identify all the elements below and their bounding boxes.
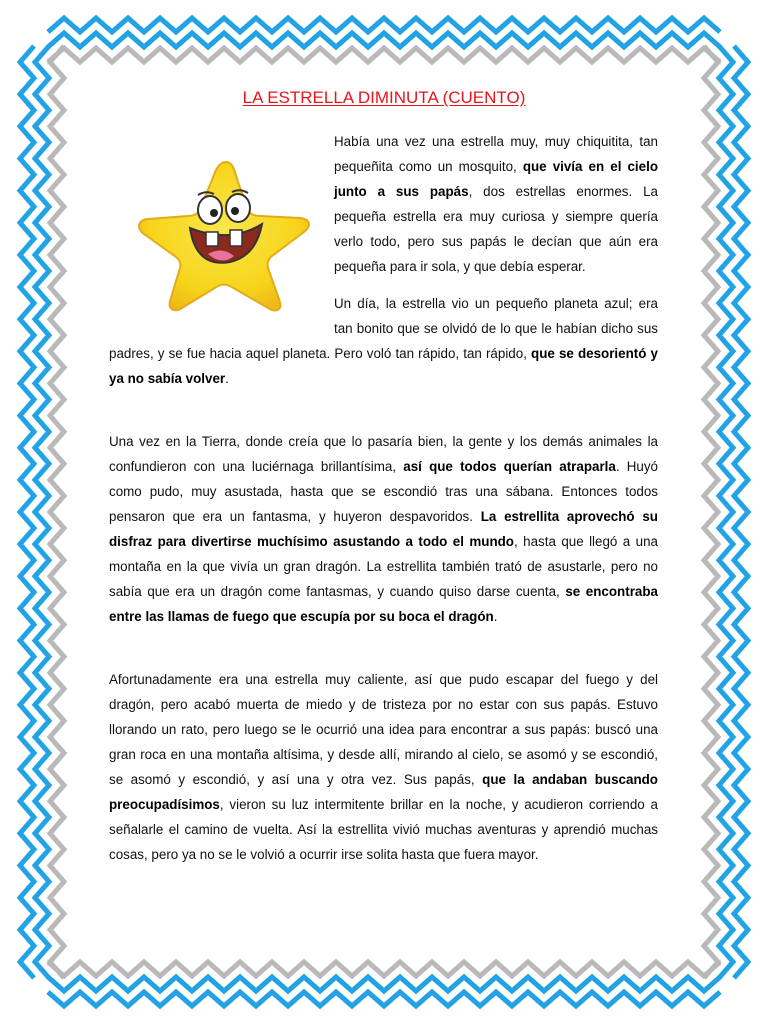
document-title: LA ESTRELLA DIMINUTA (CUENTO) — [242, 88, 526, 107]
text-run: Afortunadamente era una estrella muy caliente, así que pudo escapar del fuego y del dragón, pero acabó muerta de miedo y de tristeza por no estar con sus papás. Estuvo llorando un rato, pero luego se le ocurrió una idea para encontrar a sus papás: buscó una gran roca en una montaña altísima, y desde allí, mirando al cielo, se asomó y se escondió, se asomó y escondió, y así una y otra vez. Sus papás, — [109, 672, 658, 787]
border-zigzag — [50, 46, 64, 978]
bold-text-run: se encontraba entre las llamas de fuego que escupía por su boca el dragón — [109, 584, 658, 624]
text-run: . Huyó como pudo, muy asustada, hasta que se escondió tras una sábana. Entonces todos pensaron que era un fantasma, y huyeron despavoridos. — [109, 459, 658, 524]
text-run: Una vez en la Tierra, donde creía que lo pasaría bien, la gente y los demás animales la confundieron con una luciérnaga brillantísima, — [109, 434, 658, 474]
bold-text-run: que vivía en el cielo junto a sus papás — [334, 159, 658, 199]
text-run: , vieron su luz intermitente brillar en la noche, y acudieron corriendo a señalarle el camino de vuelta. Así la estrellita vivió muchas aventuras y aprendió muchas cosas, pero ya no se le volvió a ocurrir irse solita hasta que fuera mayor. — [109, 797, 658, 862]
text-run: Había una vez una estrella muy, muy chiquitita, tan pequeñita como un mosquito, — [334, 134, 658, 174]
story-body — [109, 129, 658, 867]
bold-text-run: así que todos querían atraparla — [403, 459, 616, 474]
text-run: . — [493, 609, 498, 624]
bold-text-run: La estrellita aprovechó su disfraz para divertirse muchísimo asustando a todo el mundo — [109, 509, 658, 549]
image-spacer — [109, 129, 334, 339]
text-run: Un día, la estrella vio un pequeño planeta azul; era tan bonito que se olvidó de lo que le habían dicho sus padres, y se fue hacia aquel planeta. Pero voló tan rápido, tan rápido, — [109, 296, 658, 361]
border-zigzag — [704, 46, 718, 978]
paragraph-4 — [109, 667, 658, 867]
border-zigzag — [48, 962, 720, 976]
bold-text-run: que se desorientó y ya no sabía volver — [109, 346, 658, 386]
text-run: . — [225, 371, 229, 386]
text-run: , dos estrellas enormes. La pequeña estrella era muy curiosa y siempre quería verlo todo, pero sus papás le decían que aún era pequeña para ir sola, y que debía esperar. — [334, 184, 658, 274]
border-zigzag — [48, 48, 720, 62]
bold-text-run: que la andaban buscando preocupadísimos — [109, 772, 658, 812]
text-run: , hasta que llegó a una montaña en la que vivía un gran dragón. La estrellita también trató de asustarle, pero no sabía que era un dragón come fantasmas, y cuando quiso darse cuenta, — [109, 534, 658, 599]
paragraph-3 — [109, 429, 658, 629]
